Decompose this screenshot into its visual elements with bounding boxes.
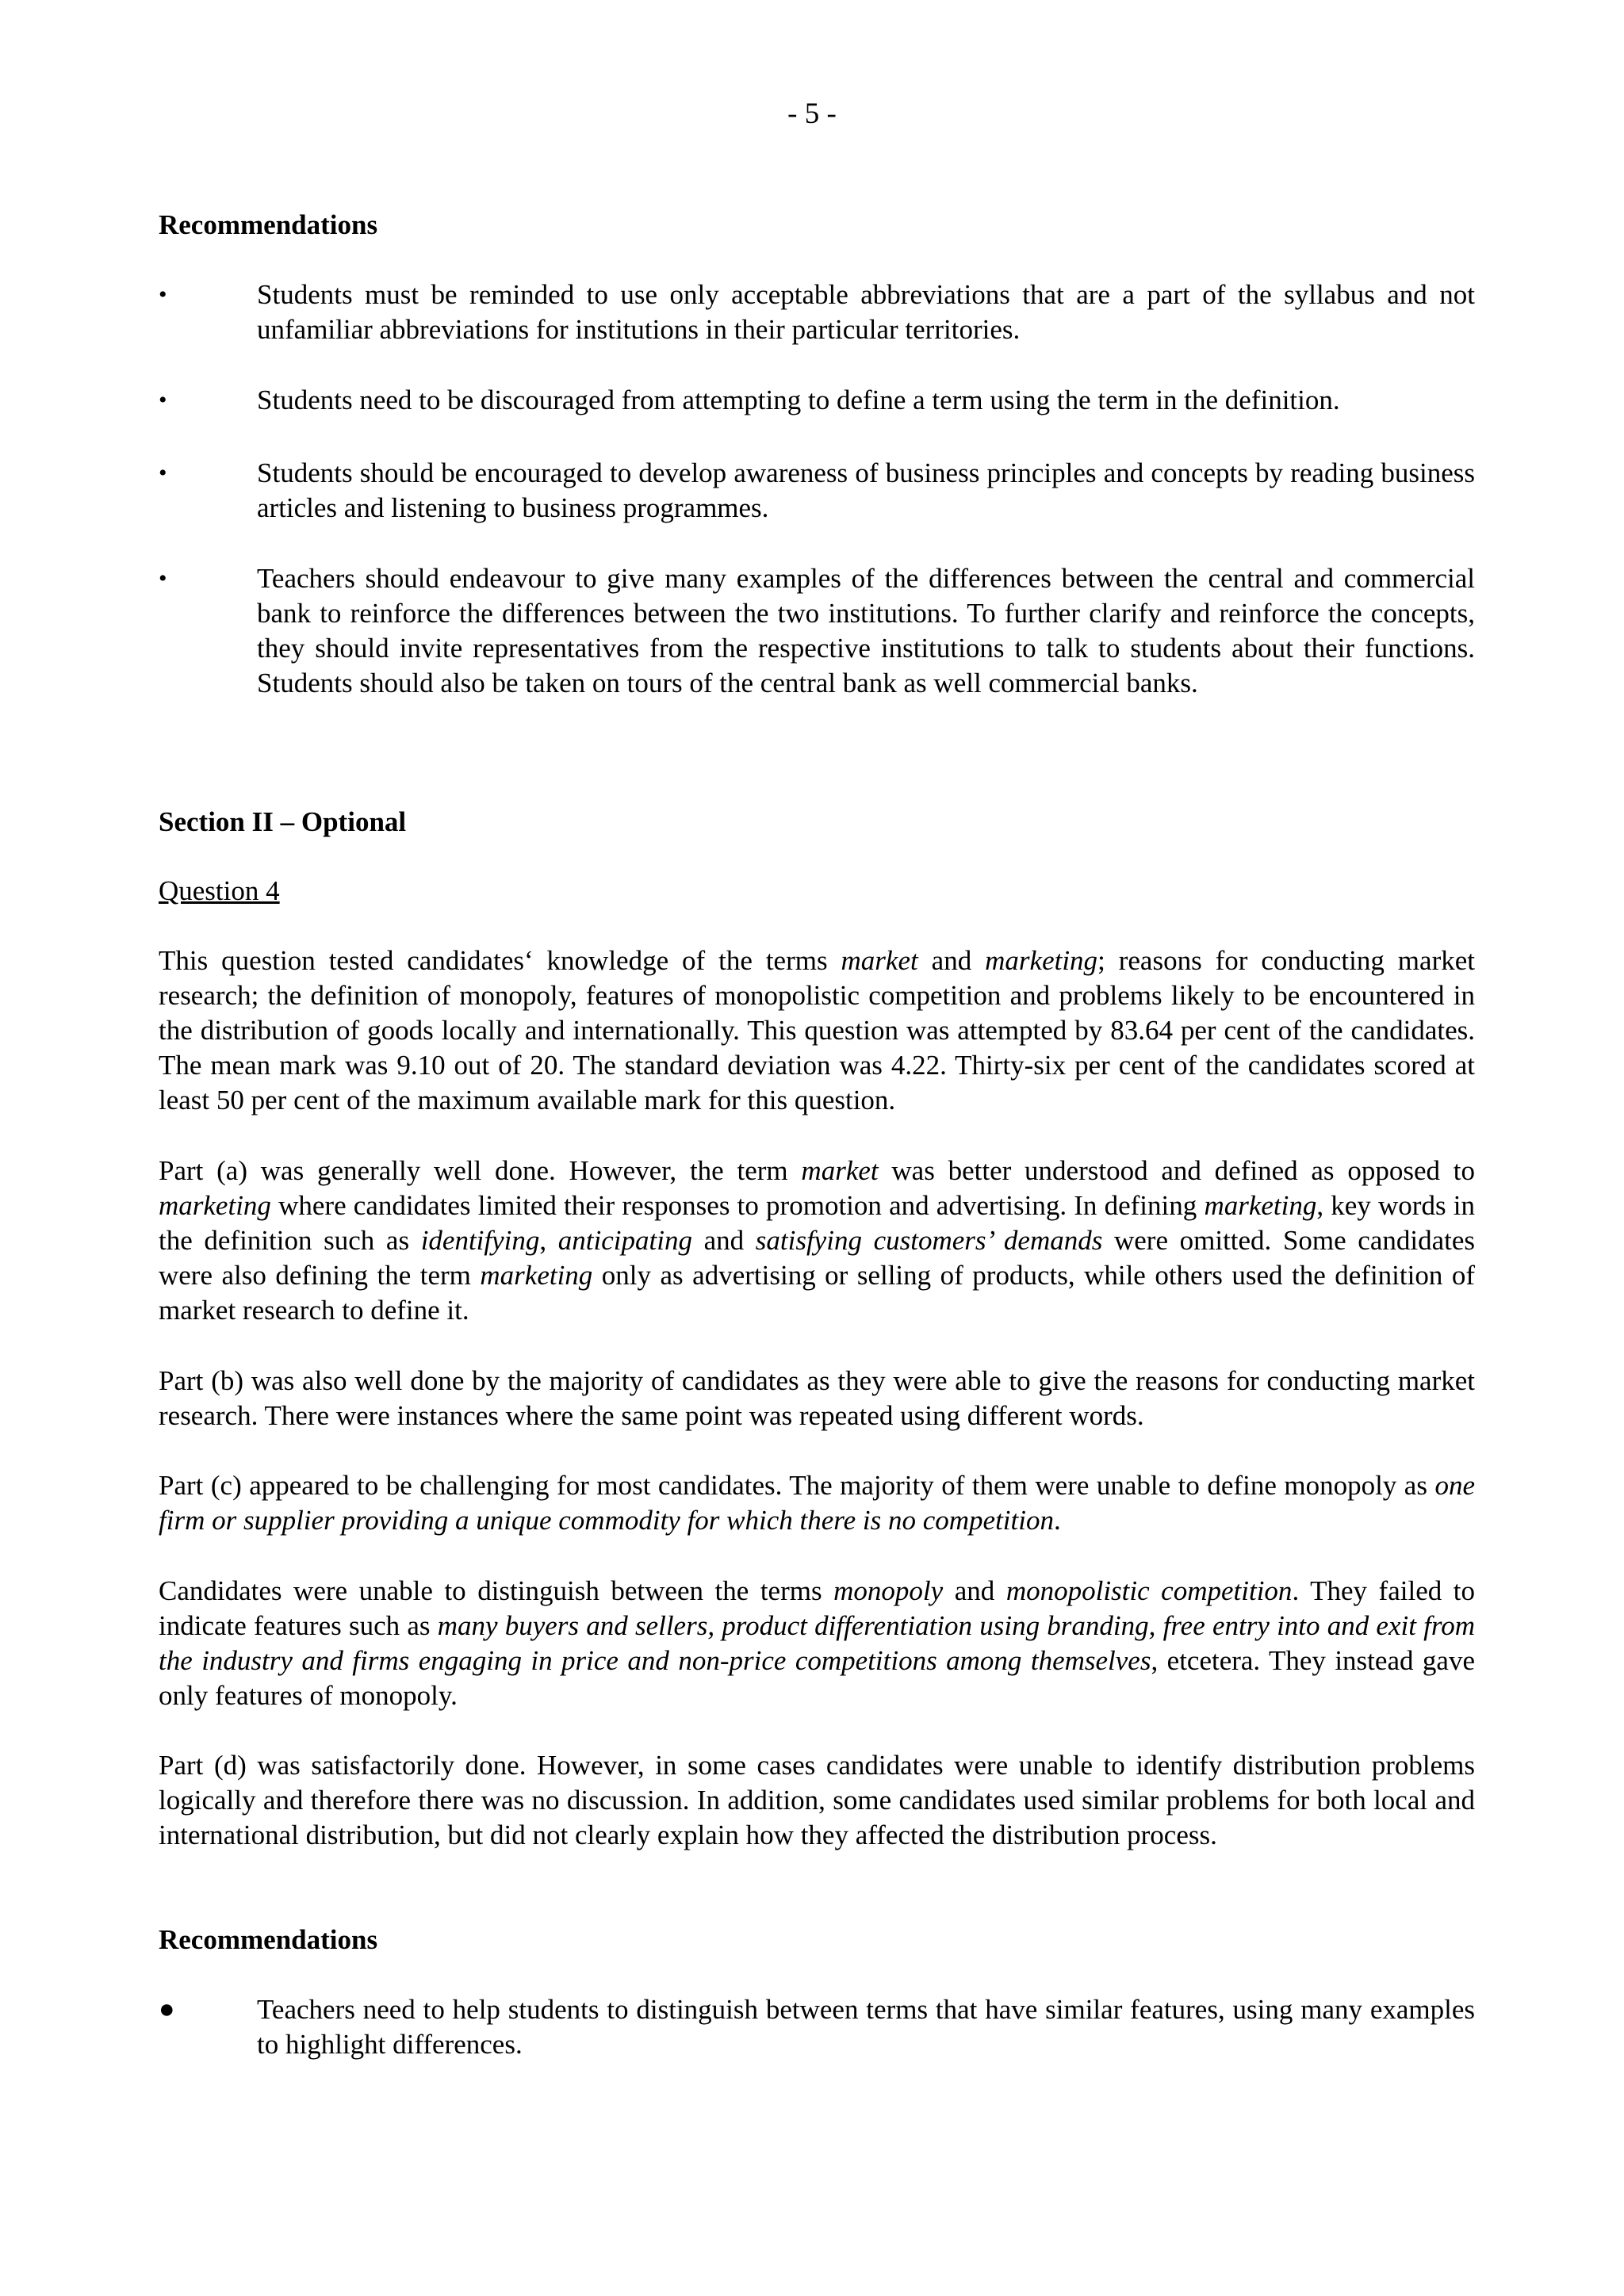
paragraph-question-overview: This question tested candidates‘ knowledge of the terms market and marketing; reasons for conducting market research; the definition of monopoly, features of monopolistic competition and problems likely to be encountered in the distribution of goods locally and internationally. This question was attempted by 83.64 per cent of the candidates. The mean mark was 9.10 out of 20. The standard deviation was 4.22. Thirty-six per cent of the candidates scored at least 50 per cent of the maximum available mark for this question.	[159, 945, 1475, 1115]
recommendations-heading: Recommendations	[159, 209, 378, 240]
bullet-icon: •	[159, 281, 167, 308]
paragraph-part-a: Part (a) was generally well done. However, the term market was better understood and defined as opposed to marketing where candidates limited their responses to promotion and advertising. In defining marketing, key words in the definition such as identifying, anticipating and satisfying customers’ demands were omitted. Some candidates were also defining the term marketing only as advertising or selling of products, while others used the definition of market research to define it.	[159, 1155, 1476, 1326]
page-number: - 5 -	[787, 98, 837, 130]
paragraph-part-b: Part (b) was also well done by the majority of candidates as they were able to give the reasons for conducting market research. There were instances where the same point was repeated using different words.	[159, 1365, 1475, 1431]
bullet-icon: •	[159, 460, 167, 486]
recommendations-heading: Recommendations	[159, 1924, 378, 1955]
question-label: Question 4	[159, 875, 280, 906]
recommendation-text: Teachers need to help students to distinguish between terms that have similar features, using many examples to highlight differences.	[257, 1994, 1475, 2060]
recommendation-text: Students must be reminded to use only acceptable abbreviations that are a part of the syllabus and not unfamiliar abbreviations for institutions in their particular territories.	[257, 279, 1475, 345]
bullet-icon: ●	[159, 1995, 175, 2024]
recommendation-text: Students need to be discouraged from attempting to define a term using the term in the definition.	[257, 385, 1340, 415]
section-heading: Section II – Optional	[159, 806, 407, 837]
recommendation-text: Teachers should endeavour to give many examples of the differences between the central and commercial bank to reinforce the differences between the two institutions. To further clarify and reinforce the concepts, they should invite representatives from the respective institutions to talk to students about their functions. Students should also be taken on tours of the central bank as well commercial banks.	[257, 563, 1475, 698]
bullet-icon: •	[159, 565, 167, 591]
paragraph-part-c: Part (c) appeared to be challenging for most candidates. The majority of them were unable to define monopoly as one firm or supplier providing a unique commodity for which there is no competition.	[159, 1470, 1475, 1536]
recommendation-text: Students should be encouraged to develop awareness of business principles and concepts by reading business articles and listening to business programmes.	[257, 457, 1475, 523]
paragraph-part-d: Part (d) was satisfactorily done. However, in some cases candidates were unable to identify distribution problems logically and therefore there was no discussion. In addition, some candidates used similar problems for both local and international distribution, but did not clearly explain how they affected the distribution process.	[159, 1750, 1475, 1850]
paragraph-monopoly: Candidates were unable to distinguish between the terms monopoly and monopolistic competition. They failed to indicate features such as many buyers and sellers, product differentiation using branding, free entry into and exit from the industry and firms engaging in price and non-price competitions among themselves, etcetera. They instead gave only features of monopoly.	[159, 1575, 1475, 1711]
bullet-icon: •	[159, 387, 167, 413]
